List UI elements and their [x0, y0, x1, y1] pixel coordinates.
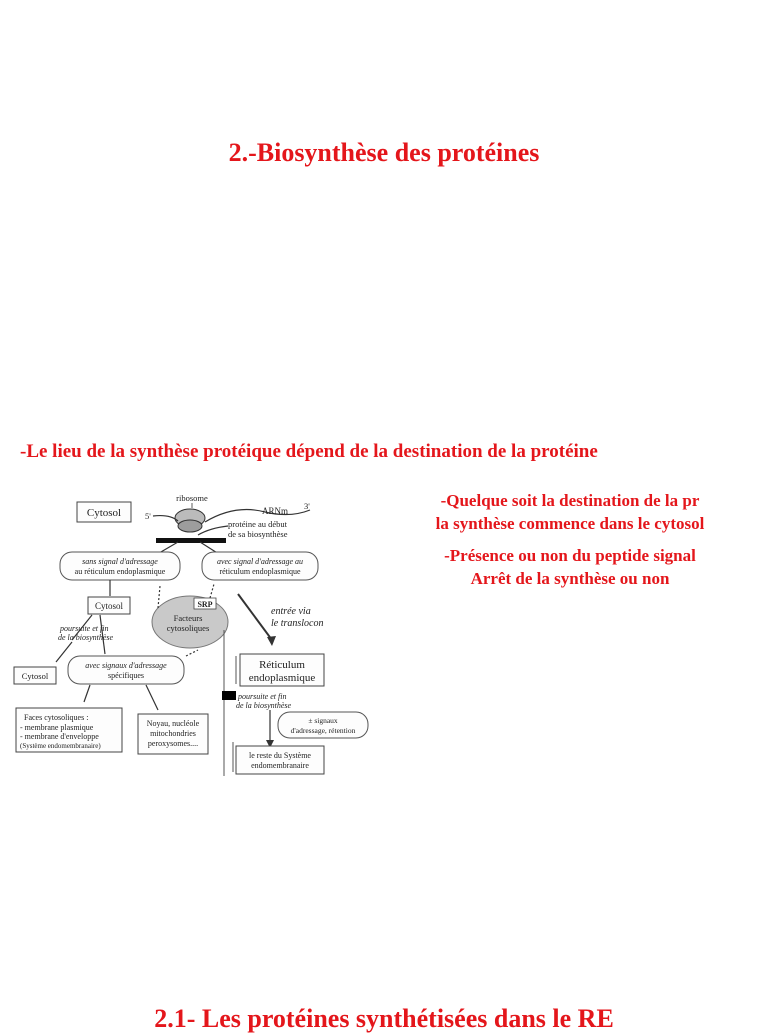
section-heading: 2.1- Les protéines synthétisées dans le RE	[154, 1004, 614, 1033]
specific-signals-label-2: spécifiques	[108, 671, 144, 680]
protein-routing-figure	[10, 480, 380, 780]
srp-label: SRP	[197, 600, 213, 609]
organelles-label-1: Noyau, nucléole	[146, 719, 200, 728]
black-marker	[222, 691, 236, 700]
cytosolic-faces-label-3: - membrane d'enveloppe	[20, 732, 99, 741]
continuation-left-label-1: poursuite et fin	[60, 624, 109, 633]
organelles-label-3: peroxysomes....	[147, 739, 199, 748]
cytosol-top-label: Cytosol	[86, 507, 122, 519]
endomembrane-label-1: le reste du Système	[249, 751, 311, 760]
membrane-bar	[156, 538, 226, 543]
cytosolic-faces-label-2: - membrane plasmique	[20, 723, 94, 732]
five-prime-label: 5'	[145, 511, 151, 521]
three-prime-label: 3'	[304, 501, 310, 511]
nascent-protein-label-2: de sa biosynthèse	[228, 529, 288, 539]
avec-signal-label-1: avec signal d'adressage au	[216, 557, 304, 566]
note-block-signal	[410, 544, 730, 590]
cytosolic-faces-label-4: (Système endomembranaire)	[20, 742, 101, 750]
retention-label-1: ± signaux	[308, 716, 338, 725]
cytosolic-faces-label-1: Faces cytosoliques :	[24, 713, 89, 722]
organelles-label-2: mitochondries	[150, 729, 196, 738]
continuation-right-label-2: de la biosynthèse	[236, 701, 292, 710]
sans-signal-label-2: au réticulum endoplasmique	[74, 567, 166, 576]
note-block-origin	[410, 489, 730, 535]
reticulum-label-2: endoplasmique	[248, 672, 316, 684]
page-title: 2.-Biosynthèse des protéines	[228, 138, 540, 167]
retention-label-2: d'adressage, rétention	[290, 726, 356, 735]
ribosome-label: ribosome	[176, 493, 208, 503]
nascent-protein-label-1: protéine au début	[228, 519, 288, 529]
endomembrane-label-2: endomembranaire	[251, 761, 309, 770]
ribosome-small-subunit	[178, 520, 202, 532]
avec-signal-label-2: réticulum endoplasmique	[219, 567, 301, 576]
continuation-left-label-2: de la biosynthèse	[58, 633, 114, 642]
cytosol-mid-label: Cytosol	[94, 601, 124, 611]
note-line-2: la synthèse commence dans le cytosol	[435, 514, 705, 533]
specific-signals-label-1: avec signaux d'adressage	[85, 661, 167, 670]
intro-statement: -Le lieu de la synthèse protéique dépend de la destination de la protéine	[20, 441, 598, 462]
continuation-right-label-1: poursuite et fin	[238, 692, 287, 701]
note-line-4: Arrêt de la synthèse ou non	[470, 569, 670, 588]
factors-label-1: Facteurs	[173, 613, 203, 623]
translocon-label-1: entrée via	[271, 606, 311, 617]
note-line-1: -Quelque soit la destination de la pr	[440, 491, 700, 510]
sans-signal-label-1: sans signal d'adressage	[82, 557, 158, 566]
translocon-label-2: le translocon	[271, 618, 324, 629]
factors-label-2: cytosoliques	[166, 623, 210, 633]
note-line-3: -Présence ou non du peptide signal	[444, 546, 696, 565]
protein-routing-diagram	[10, 480, 380, 780]
reticulum-label-1: Réticulum	[259, 659, 305, 671]
cytosol-left-label: Cytosol	[21, 671, 49, 681]
arnm-label: ARNm	[262, 506, 289, 516]
